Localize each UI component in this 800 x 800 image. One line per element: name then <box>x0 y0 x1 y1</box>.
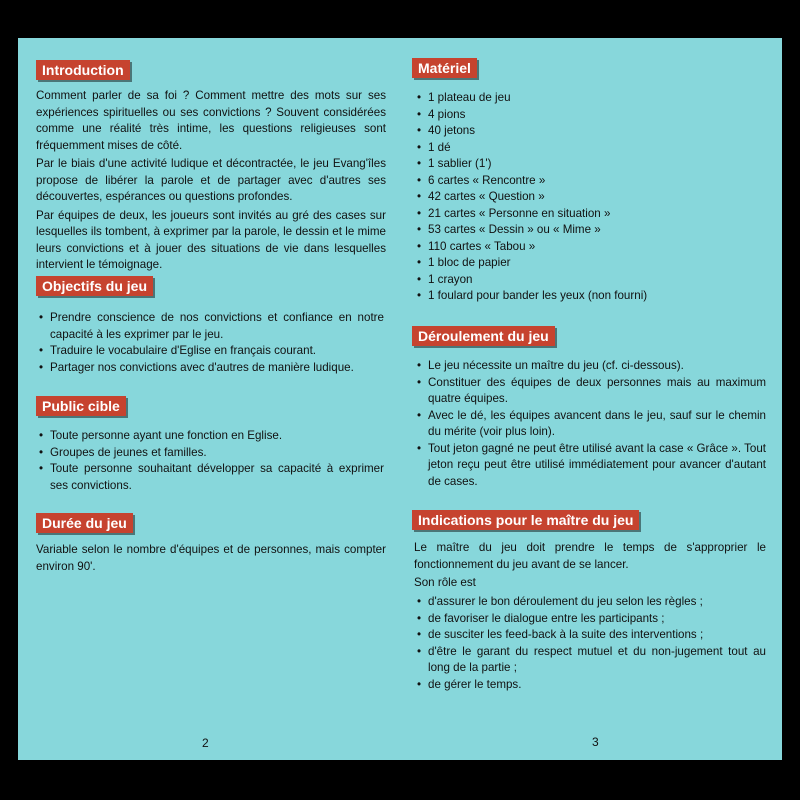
list-item: • Avec le dé, les équipes avancent dans le jeu, sauf sur le chemin du mérite (voir plus loin). <box>416 408 766 441</box>
objectifs-heading: Objectifs du jeu <box>36 276 153 296</box>
introduction-heading: Introduction <box>36 60 130 80</box>
list-item: • de favoriser le dialogue entre les participants ; <box>416 611 766 628</box>
objectifs-list <box>38 310 384 376</box>
list-item: • Tout jeton gagné ne peut être utilisé avant la case « Grâce ». Tout jeton reçu peut être utilisé immédiatement pour avancer d'autant de cases. <box>416 441 766 491</box>
list-item: • 1 bloc de papier <box>416 255 766 272</box>
list-item: • Partager nos convictions avec d'autres de manière ludique. <box>38 360 384 377</box>
list-item: • 1 foulard pour bander les yeux (non fourni) <box>416 288 766 305</box>
intro-paragraph-2: Par le biais d'une activité ludique et décontractée, le jeu Evang'îles propose de libérer la parole et de partager avec d'autres ses découvertes, espérances ou questions profondes. <box>36 157 386 203</box>
materiel-heading: Matériel <box>412 58 477 78</box>
list-item: • Constituer des équipes de deux personnes mais au maximum quatre équipes. <box>416 375 766 408</box>
indications-intro <box>414 540 766 594</box>
list-item: • 42 cartes « Question » <box>416 189 766 206</box>
deroulement-list <box>416 358 766 490</box>
duree-heading: Durée du jeu <box>36 513 133 533</box>
list-item: • d'être le garant du respect mutuel et du non-jugement tout au long de la partie ; <box>416 644 766 677</box>
page-number-left: 2 <box>202 736 209 750</box>
booklet-spread <box>18 38 782 760</box>
list-item: • Toute personne ayant une fonction en Eglise. <box>38 428 384 445</box>
list-item: • 4 pions <box>416 107 766 124</box>
duree-text: Variable selon le nombre d'équipes et de personnes, mais compter environ 90'. <box>36 543 386 573</box>
list-item: • 6 cartes « Rencontre » <box>416 173 766 190</box>
list-item: • 21 cartes « Personne en situation » <box>416 206 766 223</box>
indications-intro-text: Le maître du jeu doit prendre le temps de s'approprier le fonctionnement du jeu avant de se lancer. <box>414 541 766 571</box>
list-item: • Traduire le vocabulaire d'Eglise en français courant. <box>38 343 384 360</box>
list-item: • de susciter les feed-back à la suite des interventions ; <box>416 627 766 644</box>
list-item: • 53 cartes « Dessin » ou « Mime » <box>416 222 766 239</box>
intro-paragraph-3: Par équipes de deux, les joueurs sont invités au gré des cases sur lesquelles ils tombent, à exprimer par la parole, le dessin et le mime leurs convictions et à jouer des situations de vie dans lesquelles intervient le témoignage. <box>36 208 386 271</box>
list-item: • 1 dé <box>416 140 766 157</box>
list-item: • d'assurer le bon déroulement du jeu selon les règles ; <box>416 594 766 611</box>
page-number-right: 3 <box>592 735 599 749</box>
list-item: • 1 sablier (1') <box>416 156 766 173</box>
list-item: • de gérer le temps. <box>416 677 766 694</box>
public-heading: Public cible <box>36 396 126 416</box>
list-item: • 1 crayon <box>416 272 766 289</box>
list-item: • Toute personne souhaitant développer sa capacité à exprimer ses convictions. <box>38 461 384 494</box>
list-item: • 110 cartes « Tabou » <box>416 239 766 256</box>
introduction-text <box>36 88 386 276</box>
list-item: • Groupes de jeunes et familles. <box>38 445 384 462</box>
list-item: • 1 plateau de jeu <box>416 90 766 107</box>
list-item: • Le jeu nécessite un maître du jeu (cf. ci-dessous). <box>416 358 766 375</box>
indications-role-text: Son rôle est <box>414 576 476 589</box>
list-item: • Prendre conscience de nos convictions et confiance en notre capacité à les exprimer par le jeu. <box>38 310 384 343</box>
materiel-list <box>416 90 766 305</box>
deroulement-heading: Déroulement du jeu <box>412 326 555 346</box>
indications-list <box>416 594 766 693</box>
list-item: • 40 jetons <box>416 123 766 140</box>
intro-paragraph-1: Comment parler de sa foi ? Comment mettre des mots sur ses expériences spirituelles ou ses convictions ? Souvent considérées comme une réalité très intime, les questions religieuses sont fréquemment mises de côté. <box>36 89 386 152</box>
public-list <box>38 428 384 494</box>
indications-heading: Indications pour le maître du jeu <box>412 510 639 530</box>
